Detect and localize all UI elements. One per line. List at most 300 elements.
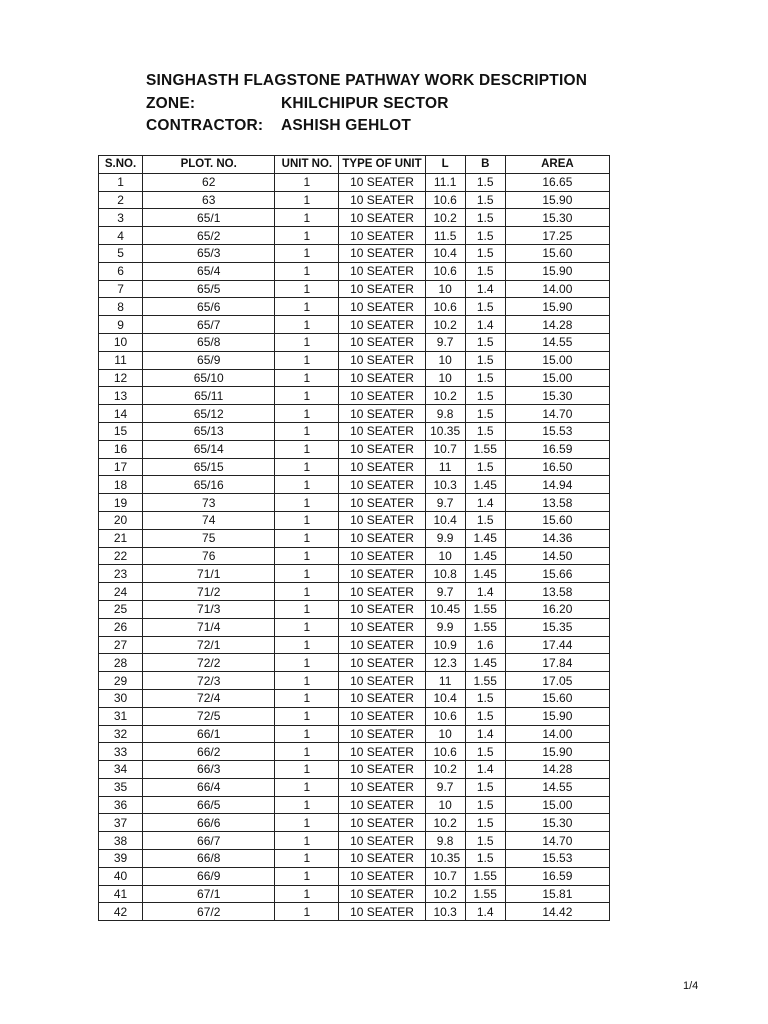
cell-breadth: 1.5	[465, 209, 505, 227]
cell-sno: 16	[99, 440, 143, 458]
cell-area: 15.00	[505, 351, 609, 369]
cell-type-of-unit: 10 SEATER	[339, 387, 425, 405]
cell-unit-no: 1	[275, 351, 339, 369]
cell-plot-no: 66/8	[143, 850, 275, 868]
cell-plot-no: 65/3	[143, 244, 275, 262]
cell-area: 16.20	[505, 600, 609, 618]
table-row	[99, 387, 610, 405]
cell-sno: 6	[99, 262, 143, 280]
table-row	[99, 778, 610, 796]
cell-plot-no: 74	[143, 511, 275, 529]
cell-breadth: 1.5	[465, 850, 505, 868]
cell-area: 15.00	[505, 796, 609, 814]
cell-sno: 2	[99, 191, 143, 209]
cell-plot-no: 65/16	[143, 476, 275, 494]
cell-type-of-unit: 10 SEATER	[339, 707, 425, 725]
cell-type-of-unit: 10 SEATER	[339, 903, 425, 921]
table-row	[99, 618, 610, 636]
table-row	[99, 725, 610, 743]
column-header-breadth: B	[465, 156, 505, 174]
cell-type-of-unit: 10 SEATER	[339, 191, 425, 209]
cell-length: 10.4	[425, 511, 465, 529]
cell-plot-no: 67/2	[143, 903, 275, 921]
cell-type-of-unit: 10 SEATER	[339, 600, 425, 618]
table-header-row	[99, 156, 610, 174]
cell-plot-no: 66/7	[143, 832, 275, 850]
table-row	[99, 511, 610, 529]
cell-area: 15.30	[505, 814, 609, 832]
column-header-sno: S.NO.	[99, 156, 143, 174]
cell-breadth: 1.45	[465, 547, 505, 565]
cell-length: 11.1	[425, 173, 465, 191]
cell-sno: 35	[99, 778, 143, 796]
cell-unit-no: 1	[275, 654, 339, 672]
zone-value: KHILCHIPUR SECTOR	[281, 94, 449, 112]
cell-area: 17.84	[505, 654, 609, 672]
cell-area: 16.59	[505, 440, 609, 458]
cell-type-of-unit: 10 SEATER	[339, 672, 425, 690]
table-row	[99, 636, 610, 654]
cell-area: 14.70	[505, 832, 609, 850]
cell-length: 9.9	[425, 529, 465, 547]
cell-type-of-unit: 10 SEATER	[339, 494, 425, 512]
cell-length: 11	[425, 672, 465, 690]
contractor-value: ASHISH GEHLOT	[281, 117, 412, 134]
cell-length: 10.3	[425, 476, 465, 494]
cell-plot-no: 72/5	[143, 707, 275, 725]
cell-area: 15.90	[505, 743, 609, 761]
contractor-row	[146, 115, 587, 138]
cell-unit-no: 1	[275, 743, 339, 761]
cell-sno: 37	[99, 814, 143, 832]
cell-length: 10.2	[425, 814, 465, 832]
document-header	[146, 70, 587, 138]
cell-length: 10.4	[425, 244, 465, 262]
cell-length: 10.6	[425, 191, 465, 209]
cell-length: 9.8	[425, 405, 465, 423]
cell-type-of-unit: 10 SEATER	[339, 244, 425, 262]
table-row	[99, 547, 610, 565]
cell-type-of-unit: 10 SEATER	[339, 814, 425, 832]
document-title: SINGHASTH FLAGSTONE PATHWAY WORK DESCRIPTION	[146, 72, 588, 89]
table-row	[99, 689, 610, 707]
cell-unit-no: 1	[275, 600, 339, 618]
cell-length: 10.2	[425, 209, 465, 227]
cell-type-of-unit: 10 SEATER	[339, 654, 425, 672]
cell-plot-no: 72/1	[143, 636, 275, 654]
cell-plot-no: 63	[143, 191, 275, 209]
cell-unit-no: 1	[275, 850, 339, 868]
cell-area: 15.66	[505, 565, 609, 583]
cell-length: 10.9	[425, 636, 465, 654]
table-row	[99, 654, 610, 672]
cell-breadth: 1.5	[465, 351, 505, 369]
cell-unit-no: 1	[275, 583, 339, 601]
cell-breadth: 1.5	[465, 405, 505, 423]
cell-plot-no: 65/6	[143, 298, 275, 316]
table-row	[99, 796, 610, 814]
cell-area: 16.65	[505, 173, 609, 191]
cell-sno: 7	[99, 280, 143, 298]
cell-sno: 39	[99, 850, 143, 868]
column-header-length: L	[425, 156, 465, 174]
cell-length: 10.7	[425, 867, 465, 885]
cell-breadth: 1.4	[465, 494, 505, 512]
cell-plot-no: 72/3	[143, 672, 275, 690]
cell-unit-no: 1	[275, 440, 339, 458]
table-row	[99, 458, 610, 476]
cell-type-of-unit: 10 SEATER	[339, 369, 425, 387]
cell-length: 10.35	[425, 850, 465, 868]
cell-breadth: 1.5	[465, 814, 505, 832]
cell-sno: 19	[99, 494, 143, 512]
cell-length: 10.3	[425, 903, 465, 921]
cell-type-of-unit: 10 SEATER	[339, 405, 425, 423]
cell-plot-no: 66/3	[143, 761, 275, 779]
cell-breadth: 1.5	[465, 689, 505, 707]
table-row	[99, 672, 610, 690]
table-row	[99, 565, 610, 583]
cell-plot-no: 65/11	[143, 387, 275, 405]
cell-area: 16.59	[505, 867, 609, 885]
table-row	[99, 369, 610, 387]
cell-area: 15.90	[505, 298, 609, 316]
cell-breadth: 1.4	[465, 725, 505, 743]
table-row	[99, 903, 610, 921]
cell-sno: 9	[99, 316, 143, 334]
cell-area: 17.44	[505, 636, 609, 654]
cell-sno: 32	[99, 725, 143, 743]
cell-plot-no: 75	[143, 529, 275, 547]
cell-sno: 14	[99, 405, 143, 423]
cell-type-of-unit: 10 SEATER	[339, 173, 425, 191]
cell-sno: 40	[99, 867, 143, 885]
cell-plot-no: 76	[143, 547, 275, 565]
cell-type-of-unit: 10 SEATER	[339, 832, 425, 850]
cell-sno: 21	[99, 529, 143, 547]
cell-unit-no: 1	[275, 262, 339, 280]
cell-length: 10.2	[425, 885, 465, 903]
cell-breadth: 1.5	[465, 511, 505, 529]
cell-length: 10.8	[425, 565, 465, 583]
cell-length: 10	[425, 280, 465, 298]
cell-plot-no: 71/2	[143, 583, 275, 601]
cell-length: 9.7	[425, 494, 465, 512]
cell-type-of-unit: 10 SEATER	[339, 422, 425, 440]
cell-plot-no: 65/10	[143, 369, 275, 387]
cell-sno: 30	[99, 689, 143, 707]
cell-sno: 11	[99, 351, 143, 369]
cell-length: 10.2	[425, 387, 465, 405]
cell-unit-no: 1	[275, 476, 339, 494]
cell-sno: 38	[99, 832, 143, 850]
cell-area: 15.00	[505, 369, 609, 387]
cell-length: 10.6	[425, 298, 465, 316]
cell-plot-no: 71/3	[143, 600, 275, 618]
table-row	[99, 173, 610, 191]
cell-sno: 34	[99, 761, 143, 779]
cell-plot-no: 71/4	[143, 618, 275, 636]
table-row	[99, 440, 610, 458]
cell-type-of-unit: 10 SEATER	[339, 262, 425, 280]
cell-sno: 13	[99, 387, 143, 405]
cell-breadth: 1.45	[465, 654, 505, 672]
cell-unit-no: 1	[275, 725, 339, 743]
cell-type-of-unit: 10 SEATER	[339, 885, 425, 903]
cell-breadth: 1.5	[465, 298, 505, 316]
cell-length: 10	[425, 796, 465, 814]
cell-breadth: 1.5	[465, 778, 505, 796]
cell-unit-no: 1	[275, 832, 339, 850]
cell-plot-no: 66/6	[143, 814, 275, 832]
cell-sno: 15	[99, 422, 143, 440]
cell-length: 9.9	[425, 618, 465, 636]
cell-area: 17.05	[505, 672, 609, 690]
cell-unit-no: 1	[275, 369, 339, 387]
cell-area: 15.90	[505, 707, 609, 725]
cell-breadth: 1.5	[465, 707, 505, 725]
cell-type-of-unit: 10 SEATER	[339, 316, 425, 334]
cell-unit-no: 1	[275, 529, 339, 547]
cell-type-of-unit: 10 SEATER	[339, 351, 425, 369]
cell-area: 14.50	[505, 547, 609, 565]
cell-type-of-unit: 10 SEATER	[339, 867, 425, 885]
table-row	[99, 227, 610, 245]
cell-length: 10.45	[425, 600, 465, 618]
cell-length: 10	[425, 369, 465, 387]
table-row	[99, 351, 610, 369]
cell-sno: 4	[99, 227, 143, 245]
cell-unit-no: 1	[275, 227, 339, 245]
table-row	[99, 743, 610, 761]
cell-unit-no: 1	[275, 565, 339, 583]
cell-area: 15.53	[505, 422, 609, 440]
column-header-unit-no: UNIT NO.	[275, 156, 339, 174]
cell-breadth: 1.45	[465, 529, 505, 547]
cell-area: 15.60	[505, 511, 609, 529]
table-body	[99, 173, 610, 920]
cell-length: 10.2	[425, 316, 465, 334]
cell-length: 10.2	[425, 761, 465, 779]
table-row	[99, 529, 610, 547]
cell-unit-no: 1	[275, 280, 339, 298]
cell-sno: 18	[99, 476, 143, 494]
cell-length: 10	[425, 351, 465, 369]
cell-area: 14.55	[505, 778, 609, 796]
table-row	[99, 280, 610, 298]
cell-plot-no: 65/7	[143, 316, 275, 334]
cell-plot-no: 62	[143, 173, 275, 191]
cell-breadth: 1.55	[465, 672, 505, 690]
cell-unit-no: 1	[275, 298, 339, 316]
cell-breadth: 1.5	[465, 227, 505, 245]
cell-unit-no: 1	[275, 244, 339, 262]
cell-breadth: 1.5	[465, 262, 505, 280]
cell-length: 10	[425, 547, 465, 565]
cell-unit-no: 1	[275, 173, 339, 191]
cell-breadth: 1.4	[465, 316, 505, 334]
cell-type-of-unit: 10 SEATER	[339, 547, 425, 565]
table-row	[99, 476, 610, 494]
cell-type-of-unit: 10 SEATER	[339, 529, 425, 547]
cell-length: 11.5	[425, 227, 465, 245]
cell-unit-no: 1	[275, 333, 339, 351]
cell-length: 10	[425, 725, 465, 743]
cell-area: 17.25	[505, 227, 609, 245]
cell-area: 14.28	[505, 761, 609, 779]
cell-plot-no: 67/1	[143, 885, 275, 903]
cell-breadth: 1.5	[465, 832, 505, 850]
table-row	[99, 494, 610, 512]
table-row	[99, 316, 610, 334]
cell-plot-no: 72/2	[143, 654, 275, 672]
cell-unit-no: 1	[275, 778, 339, 796]
cell-plot-no: 65/12	[143, 405, 275, 423]
table-row	[99, 850, 610, 868]
cell-length: 10.6	[425, 743, 465, 761]
cell-plot-no: 72/4	[143, 689, 275, 707]
column-header-area: AREA	[505, 156, 609, 174]
cell-plot-no: 65/2	[143, 227, 275, 245]
cell-unit-no: 1	[275, 547, 339, 565]
cell-area: 14.00	[505, 280, 609, 298]
cell-length: 10.35	[425, 422, 465, 440]
cell-type-of-unit: 10 SEATER	[339, 583, 425, 601]
cell-length: 9.7	[425, 778, 465, 796]
cell-type-of-unit: 10 SEATER	[339, 458, 425, 476]
cell-unit-no: 1	[275, 494, 339, 512]
cell-unit-no: 1	[275, 618, 339, 636]
cell-length: 9.7	[425, 583, 465, 601]
cell-breadth: 1.55	[465, 885, 505, 903]
cell-sno: 29	[99, 672, 143, 690]
cell-area: 15.30	[505, 387, 609, 405]
cell-length: 11	[425, 458, 465, 476]
cell-breadth: 1.55	[465, 440, 505, 458]
cell-length: 10.6	[425, 262, 465, 280]
cell-sno: 1	[99, 173, 143, 191]
table-row	[99, 867, 610, 885]
cell-unit-no: 1	[275, 191, 339, 209]
cell-type-of-unit: 10 SEATER	[339, 778, 425, 796]
cell-sno: 26	[99, 618, 143, 636]
cell-breadth: 1.4	[465, 280, 505, 298]
cell-breadth: 1.45	[465, 476, 505, 494]
cell-sno: 27	[99, 636, 143, 654]
table-row	[99, 405, 610, 423]
cell-breadth: 1.4	[465, 583, 505, 601]
cell-area: 15.53	[505, 850, 609, 868]
cell-unit-no: 1	[275, 511, 339, 529]
table-row	[99, 761, 610, 779]
cell-sno: 12	[99, 369, 143, 387]
cell-type-of-unit: 10 SEATER	[339, 796, 425, 814]
cell-area: 13.58	[505, 494, 609, 512]
cell-area: 15.81	[505, 885, 609, 903]
cell-plot-no: 66/5	[143, 796, 275, 814]
cell-unit-no: 1	[275, 316, 339, 334]
cell-plot-no: 65/15	[143, 458, 275, 476]
table-row	[99, 244, 610, 262]
cell-length: 9.8	[425, 832, 465, 850]
column-header-plot-no: PLOT. NO.	[143, 156, 275, 174]
cell-type-of-unit: 10 SEATER	[339, 209, 425, 227]
cell-type-of-unit: 10 SEATER	[339, 333, 425, 351]
table-row	[99, 209, 610, 227]
cell-breadth: 1.55	[465, 618, 505, 636]
cell-sno: 28	[99, 654, 143, 672]
cell-unit-no: 1	[275, 885, 339, 903]
cell-unit-no: 1	[275, 814, 339, 832]
cell-sno: 8	[99, 298, 143, 316]
cell-area: 14.55	[505, 333, 609, 351]
cell-sno: 23	[99, 565, 143, 583]
cell-plot-no: 65/4	[143, 262, 275, 280]
cell-breadth: 1.5	[465, 387, 505, 405]
cell-breadth: 1.5	[465, 458, 505, 476]
cell-area: 14.36	[505, 529, 609, 547]
cell-type-of-unit: 10 SEATER	[339, 476, 425, 494]
zone-label: ZONE:	[146, 94, 196, 112]
cell-area: 15.60	[505, 244, 609, 262]
cell-area: 14.70	[505, 405, 609, 423]
cell-length: 12.3	[425, 654, 465, 672]
cell-length: 10.4	[425, 689, 465, 707]
cell-type-of-unit: 10 SEATER	[339, 636, 425, 654]
table-row	[99, 814, 610, 832]
cell-unit-no: 1	[275, 903, 339, 921]
cell-sno: 5	[99, 244, 143, 262]
cell-plot-no: 65/5	[143, 280, 275, 298]
cell-unit-no: 1	[275, 458, 339, 476]
cell-area: 13.58	[505, 583, 609, 601]
cell-breadth: 1.5	[465, 173, 505, 191]
cell-breadth: 1.5	[465, 244, 505, 262]
cell-plot-no: 73	[143, 494, 275, 512]
page-number: 1/4	[683, 980, 699, 992]
cell-unit-no: 1	[275, 636, 339, 654]
cell-unit-no: 1	[275, 689, 339, 707]
cell-sno: 10	[99, 333, 143, 351]
cell-type-of-unit: 10 SEATER	[339, 743, 425, 761]
cell-unit-no: 1	[275, 405, 339, 423]
cell-plot-no: 66/2	[143, 743, 275, 761]
table-row	[99, 422, 610, 440]
cell-unit-no: 1	[275, 672, 339, 690]
cell-sno: 42	[99, 903, 143, 921]
cell-breadth: 1.55	[465, 600, 505, 618]
cell-sno: 24	[99, 583, 143, 601]
table-row	[99, 333, 610, 351]
cell-breadth: 1.5	[465, 333, 505, 351]
cell-breadth: 1.45	[465, 565, 505, 583]
cell-type-of-unit: 10 SEATER	[339, 689, 425, 707]
cell-breadth: 1.5	[465, 796, 505, 814]
table-row	[99, 600, 610, 618]
cell-type-of-unit: 10 SEATER	[339, 565, 425, 583]
cell-breadth: 1.4	[465, 761, 505, 779]
cell-breadth: 1.4	[465, 903, 505, 921]
cell-plot-no: 65/8	[143, 333, 275, 351]
zone-row	[146, 93, 587, 116]
cell-plot-no: 65/1	[143, 209, 275, 227]
table-row	[99, 298, 610, 316]
cell-sno: 3	[99, 209, 143, 227]
work-description-table	[98, 155, 610, 921]
cell-plot-no: 65/13	[143, 422, 275, 440]
cell-plot-no: 65/14	[143, 440, 275, 458]
cell-area: 16.50	[505, 458, 609, 476]
